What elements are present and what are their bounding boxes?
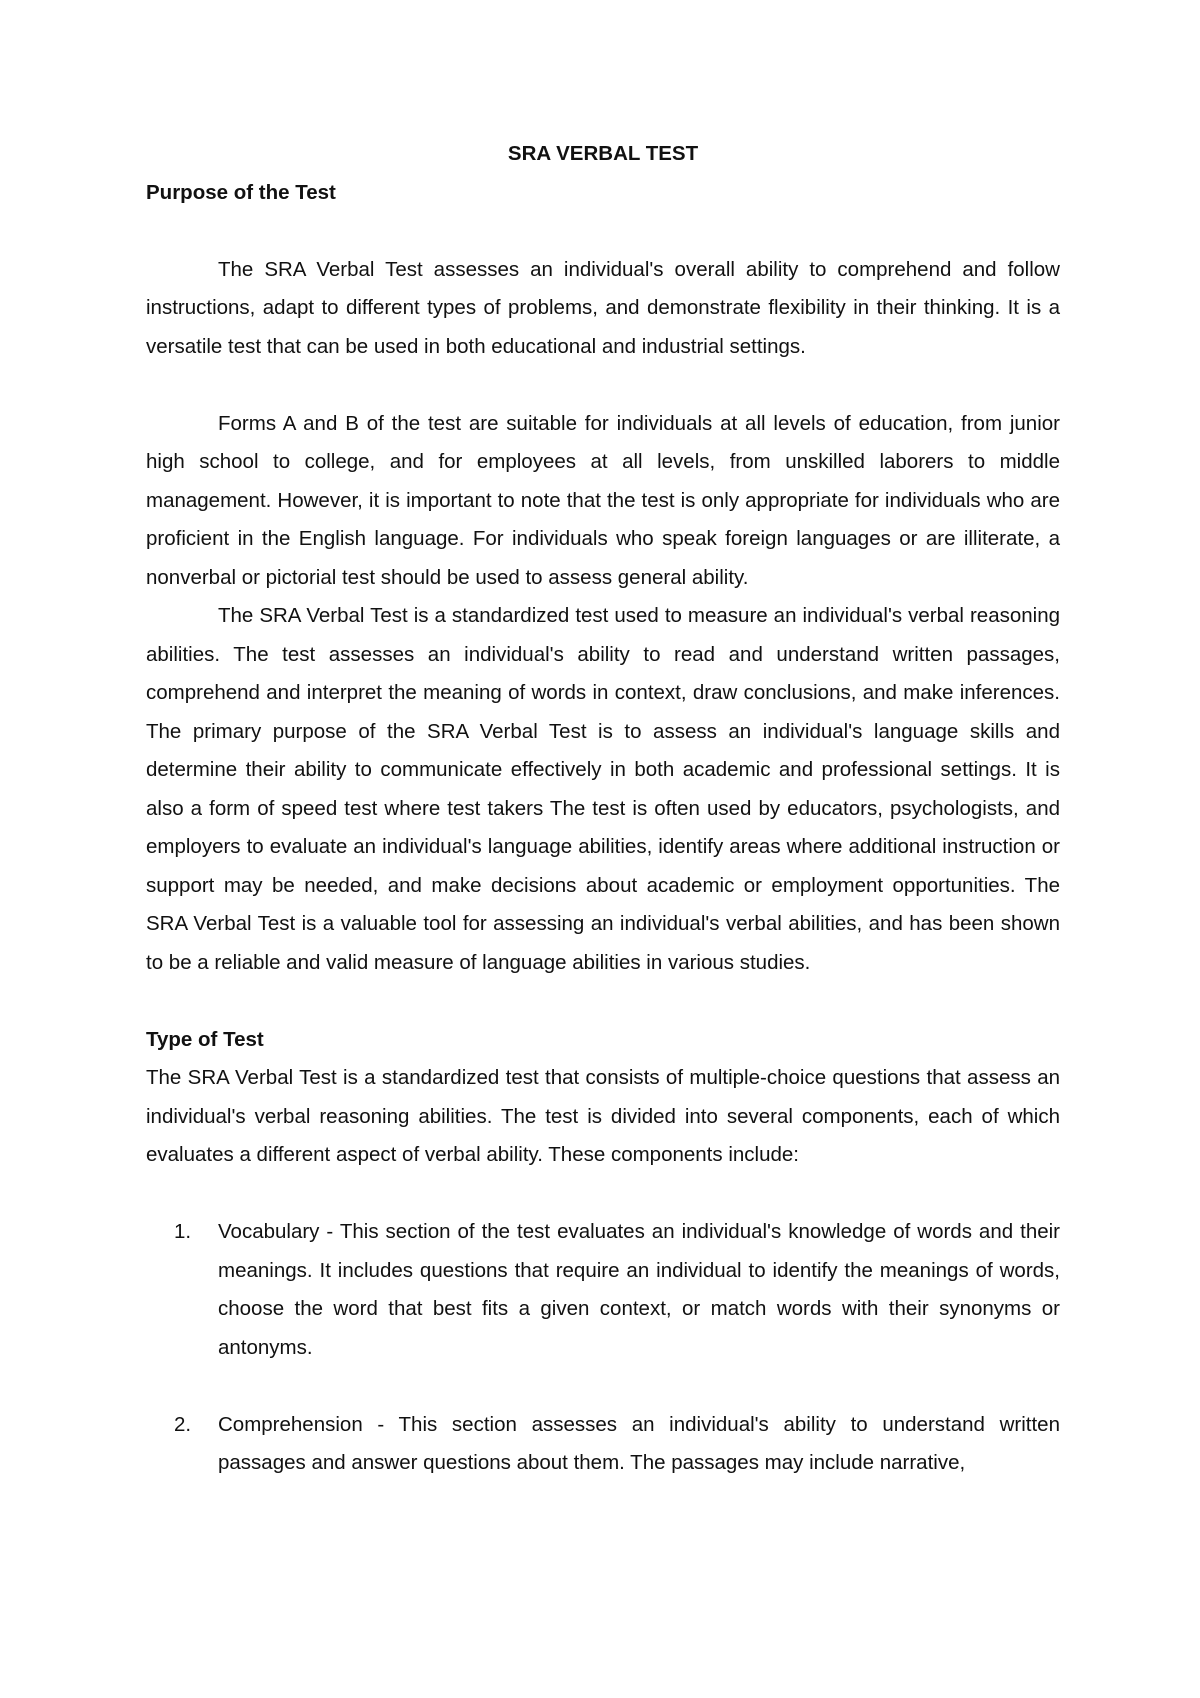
- paragraph-purpose-1: The SRA Verbal Test assesses an individual's overall ability to comprehend and follow instructions, adapt to different types of problems, and demonstrate flexibility in their thinking. It is a versatile test that can be used in both educational and industrial settings.: [146, 257, 1060, 358]
- spacer: [146, 1175, 1060, 1214]
- spacer: [146, 1367, 1060, 1406]
- list-item-text: Vocabulary - This section of the test evaluates an individual's knowledge of words and their meanings. It includes questions that require an individual to identify the meanings of words, choose the word that best fits a given context, or match words with their synonyms or antonyms.: [218, 1220, 1060, 1359]
- spacer: [146, 366, 1060, 405]
- list-item: [146, 1406, 1060, 1483]
- list-item-text: Comprehension - This section assesses an individual's ability to understand written passages and answer questions about them. The passages may include narrative,: [218, 1412, 1060, 1474]
- components-list: [146, 1213, 1060, 1483]
- list-item-number: 1.: [174, 1220, 192, 1243]
- paragraph-purpose-2: Forms A and B of the test are suitable for individuals at all levels of education, from junior high school to college, and for employees at all levels, from unskilled laborers to middle management. However, it is important to note that the test is only appropriate for individuals who are proficient in the English language. For individuals who speak foreign languages or are illiterate, a nonverbal or pictorial test should be used to assess general ability.: [146, 411, 1060, 589]
- document-title: SRA VERBAL TEST: [507, 142, 699, 165]
- document-page: [146, 135, 1060, 1483]
- section-heading-purpose: Purpose of the Test: [146, 180, 336, 204]
- section-heading-type: Type of Test: [146, 1027, 264, 1051]
- list-item: [146, 1213, 1060, 1367]
- spacer: [146, 982, 1060, 1021]
- paragraph-purpose-3: The SRA Verbal Test is a standardized test used to measure an individual's verbal reasoning abilities. The test assesses an individual's ability to read and understand written passages, comprehend and interpret the meaning of words in context, draw conclusions, and make inferences. The primary purpose of the SRA Verbal Test is to assess an individual's language skills and determine their ability to communicate effectively in both academic and professional settings. It is also a form of speed test where test takers The test is often used by educators, psychologists, and employers to evaluate an individual's language abilities, identify areas where additional instruction or support may be needed, and make decisions about academic or employment opportunities. The SRA Verbal Test is a valuable tool for assessing an individual's verbal abilities, and has been shown to be a reliable and valid measure of language abilities in various studies.: [146, 604, 1060, 974]
- list-item-number: 2.: [174, 1412, 192, 1436]
- spacer: [146, 212, 1060, 251]
- paragraph-type-intro: The SRA Verbal Test is a standardized test that consists of multiple-choice questions that assess an individual's verbal reasoning abilities. The test is divided into several components, each of which evaluates a different aspect of verbal ability. These components include:: [146, 1066, 1060, 1166]
